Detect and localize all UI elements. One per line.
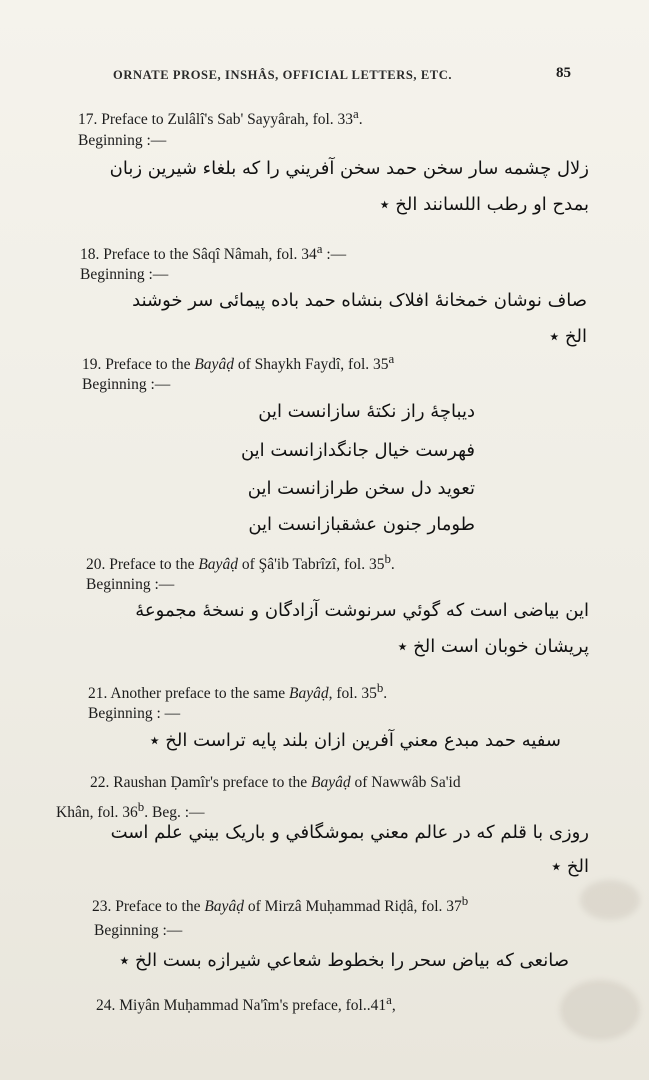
entry-italic: Bayâḍ xyxy=(289,685,329,703)
entry-punct: , xyxy=(391,997,396,1015)
folio-side: b xyxy=(137,799,145,814)
entry-heading xyxy=(88,680,387,703)
entry-heading xyxy=(80,241,346,264)
folio-side: a xyxy=(386,992,392,1007)
persian-line: زلال چشمه سار سخن حمد سخن آفریني را که بلغاء شیرین زبان xyxy=(109,158,589,179)
verse-line: دیباچۀ راز نکتۀ سازانست این xyxy=(258,401,475,422)
entry-title: Raushan Ḍamîr's preface to the xyxy=(113,774,312,791)
entry-heading xyxy=(78,106,363,129)
entry-folio: Khân, fol. 36 xyxy=(56,804,138,822)
persian-line: روزی با قلم که در عالم معني بموشگافي و باریک بیني علم است xyxy=(110,822,589,843)
persian-line: سفیه حمد مبدع معني آفرین ازان بلند پایه تراست الخ ٭ xyxy=(149,730,561,751)
running-header: ORNATE PROSE, INSHÂS, OFFICIAL LETTERS, ETC. xyxy=(113,68,453,82)
entry-title: Miyân Muḥammad Na'îm's preface, fol..41 xyxy=(119,997,387,1015)
entry-title: Preface to Zulâlî's Sab' Sayyârah, fol. 33 xyxy=(101,111,354,129)
entry-number: 23. xyxy=(92,898,112,916)
beginning-label: . Beg. :— xyxy=(144,804,205,822)
beginning-label: Beginning :— xyxy=(82,376,171,393)
beginning-label: Beginning : — xyxy=(88,705,181,722)
page-number: 85 xyxy=(556,65,571,81)
entry-title-rest: of Mirzâ Muḥammad Riḍâ, fol. 37 xyxy=(243,898,462,916)
persian-line: پریشان خوبان است الخ ٭ xyxy=(397,636,589,657)
entry-number: 18. xyxy=(80,246,100,264)
entry-title: Another preface to the same xyxy=(110,685,290,703)
entry-heading xyxy=(92,893,468,916)
persian-line: صانعی که بیاض سحر را بخطوط شعاعي شیرازه بست الخ ٭ xyxy=(119,950,569,971)
entry-italic: Bayâḍ xyxy=(311,774,351,791)
entry-italic: Bayâḍ xyxy=(194,356,234,374)
paper-stain xyxy=(560,980,640,1040)
entry-title: Preface to the xyxy=(115,898,205,916)
folio-side: b xyxy=(384,551,391,566)
persian-line: بمدح او رطب اللسانند الخ ٭ xyxy=(379,194,589,215)
entry-number: 20. xyxy=(86,556,106,574)
persian-line: صاف نوشان خمخانۀ افلاک بنشاه حمد باده پیمائی سر خوشند xyxy=(132,290,587,311)
entry-heading xyxy=(96,992,396,1015)
folio-side: b xyxy=(461,893,469,908)
entry-title: Preface to the xyxy=(105,356,195,374)
entry-punct: :— xyxy=(322,246,347,264)
entry-punct: . xyxy=(358,111,363,129)
beginning-label: Beginning :— xyxy=(94,922,183,939)
folio-side: a xyxy=(388,351,395,366)
entry-number: 21. xyxy=(88,685,108,703)
entry-title-rest: of Şâ'ib Tabrîzî, fol. 35 xyxy=(237,556,385,574)
persian-line: این بیاضی است که گوئي سرنوشت آزادگان و نسخۀ مجموعۀ xyxy=(135,600,589,621)
entry-italic: Bayâḍ xyxy=(204,898,244,916)
beginning-label: Beginning :— xyxy=(86,576,175,593)
entry-punct: . xyxy=(390,556,395,574)
verse-line: فهرست خیال جانگدازانست این xyxy=(240,440,475,461)
entry-title: Preface to the xyxy=(109,556,199,574)
entry-number: 17. xyxy=(78,111,98,129)
entry-title-rest: of Shaykh Faydî, fol. 35 xyxy=(233,356,389,374)
entry-italic: Bayâḍ xyxy=(198,556,238,574)
entry-heading xyxy=(86,551,395,574)
folio-side: b xyxy=(376,680,384,695)
entry-punct: . xyxy=(383,685,388,703)
folio-side: a xyxy=(316,241,323,256)
persian-line: الخ ٭ xyxy=(549,326,587,347)
entry-number: 24. xyxy=(96,997,116,1015)
entry-number: 19. xyxy=(82,356,102,374)
verse-line: تعوید دل سخن طرازانست این xyxy=(247,478,475,499)
persian-line: الخ ٭ xyxy=(551,856,589,877)
entry-title-rest: of Nawwâb Sa'id xyxy=(350,774,461,791)
entry-title: Preface to the Sâqî Nâmah, fol. 34 xyxy=(103,246,317,264)
paper-stain xyxy=(580,880,640,920)
entry-title-rest: , fol. 35 xyxy=(328,685,377,703)
entry-heading xyxy=(90,774,461,792)
entry-number: 22. xyxy=(90,774,110,791)
verse-line: طومار جنون عشقبازانست این xyxy=(248,514,475,535)
beginning-label: Beginning :— xyxy=(80,266,169,283)
entry-heading xyxy=(82,351,394,374)
beginning-label: Beginning :— xyxy=(78,132,167,149)
folio-side: a xyxy=(353,106,359,121)
entry-heading-continued xyxy=(56,799,205,822)
